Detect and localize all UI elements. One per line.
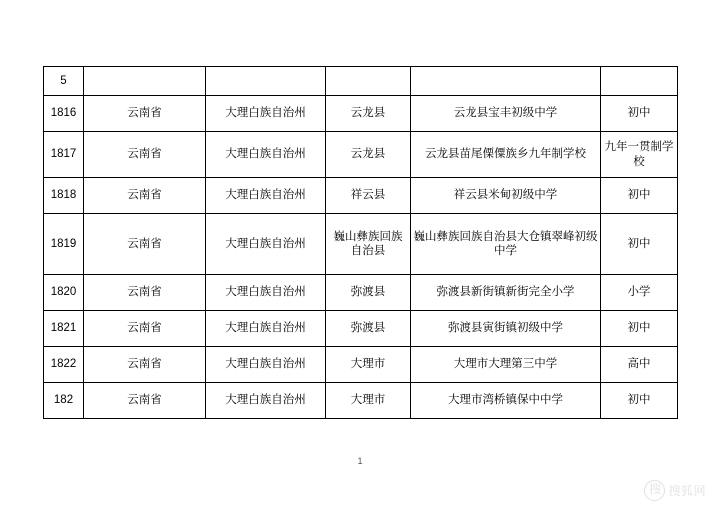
table-row bbox=[44, 214, 678, 275]
watermark-logo-icon: 搜 bbox=[644, 480, 665, 501]
cell-county: 云龙县 bbox=[326, 132, 411, 178]
cell-index: 1816 bbox=[44, 96, 84, 132]
table-row bbox=[44, 347, 678, 383]
cell-school-type: 小学 bbox=[601, 275, 678, 311]
cell-school-type bbox=[601, 67, 678, 96]
cell-school-name: 云龙县苗尾傈僳族乡九年制学校 bbox=[411, 132, 601, 178]
cell-index: 1818 bbox=[44, 178, 84, 214]
cell-province: 云南省 bbox=[84, 311, 206, 347]
cell-index: 1819 bbox=[44, 214, 84, 275]
cell-province: 云南省 bbox=[84, 347, 206, 383]
cell-county bbox=[326, 67, 411, 96]
table-body bbox=[44, 67, 678, 419]
cell-index: 1822 bbox=[44, 347, 84, 383]
cell-county: 祥云县 bbox=[326, 178, 411, 214]
table-row bbox=[44, 311, 678, 347]
cell-province bbox=[84, 67, 206, 96]
cell-index: 1817 bbox=[44, 132, 84, 178]
table-row bbox=[44, 96, 678, 132]
cell-school-name: 大理市大理第三中学 bbox=[411, 347, 601, 383]
school-list-table-container bbox=[43, 66, 677, 419]
cell-county: 大理市 bbox=[326, 347, 411, 383]
cell-city: 大理白族自治州 bbox=[206, 383, 326, 419]
cell-school-type: 初中 bbox=[601, 178, 678, 214]
cell-city: 大理白族自治州 bbox=[206, 132, 326, 178]
table-row bbox=[44, 132, 678, 178]
cell-province: 云南省 bbox=[84, 214, 206, 275]
cell-school-name: 云龙县宝丰初级中学 bbox=[411, 96, 601, 132]
cell-school-type: 初中 bbox=[601, 311, 678, 347]
watermark bbox=[644, 480, 706, 501]
watermark-text: 搜狐网 bbox=[668, 484, 706, 498]
cell-school-name: 大理市湾桥镇保中中学 bbox=[411, 383, 601, 419]
cell-city: 大理白族自治州 bbox=[206, 275, 326, 311]
cell-school-name: 弥渡县新街镇新街完全小学 bbox=[411, 275, 601, 311]
cell-school-name: 祥云县米甸初级中学 bbox=[411, 178, 601, 214]
cell-school-type: 初中 bbox=[601, 383, 678, 419]
table-row bbox=[44, 275, 678, 311]
cell-county: 大理市 bbox=[326, 383, 411, 419]
cell-province: 云南省 bbox=[84, 383, 206, 419]
cell-province: 云南省 bbox=[84, 132, 206, 178]
cell-county: 弥渡县 bbox=[326, 311, 411, 347]
cell-city: 大理白族自治州 bbox=[206, 311, 326, 347]
cell-county: 云龙县 bbox=[326, 96, 411, 132]
cell-province: 云南省 bbox=[84, 178, 206, 214]
cell-city bbox=[206, 67, 326, 96]
cell-county: 巍山彝族回族自治县 bbox=[326, 214, 411, 275]
table-row bbox=[44, 383, 678, 419]
cell-school-type: 初中 bbox=[601, 214, 678, 275]
table-row bbox=[44, 178, 678, 214]
cell-school-type: 九年一贯制学校 bbox=[601, 132, 678, 178]
school-list-table bbox=[43, 66, 678, 419]
cell-province: 云南省 bbox=[84, 275, 206, 311]
page-number: 1 bbox=[357, 456, 363, 466]
table-row bbox=[44, 67, 678, 96]
cell-school-type: 高中 bbox=[601, 347, 678, 383]
cell-school-name: 弥渡县寅街镇初级中学 bbox=[411, 311, 601, 347]
cell-city: 大理白族自治州 bbox=[206, 96, 326, 132]
cell-city: 大理白族自治州 bbox=[206, 214, 326, 275]
cell-index: 5 bbox=[44, 67, 84, 96]
cell-city: 大理白族自治州 bbox=[206, 178, 326, 214]
cell-index: 1820 bbox=[44, 275, 84, 311]
cell-school-type: 初中 bbox=[601, 96, 678, 132]
cell-school-name: 巍山彝族回族自治县大仓镇翠峰初级中学 bbox=[411, 214, 601, 275]
cell-index: 182 bbox=[44, 383, 84, 419]
cell-province: 云南省 bbox=[84, 96, 206, 132]
cell-school-name bbox=[411, 67, 601, 96]
cell-city: 大理白族自治州 bbox=[206, 347, 326, 383]
cell-index: 1821 bbox=[44, 311, 84, 347]
cell-county: 弥渡县 bbox=[326, 275, 411, 311]
